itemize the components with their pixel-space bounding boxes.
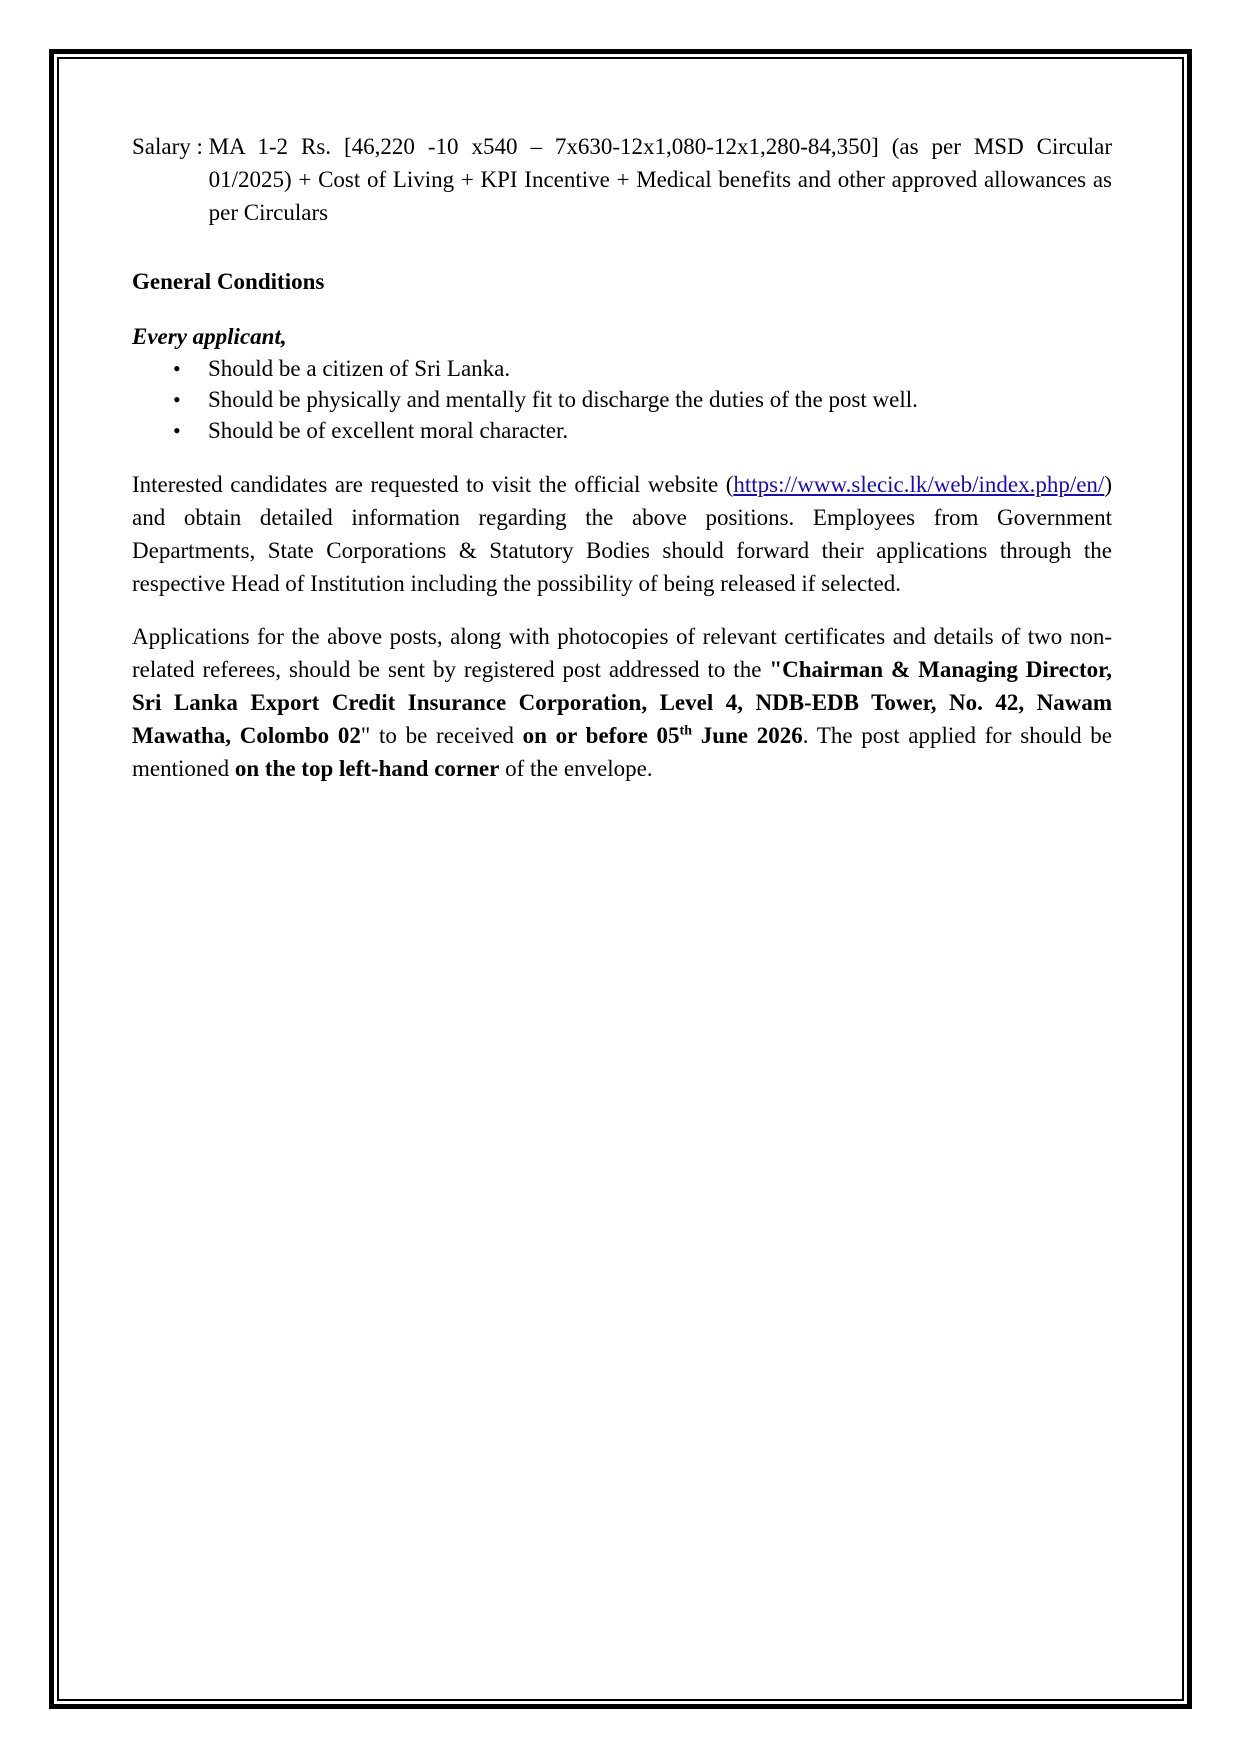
salary-section [132, 130, 1112, 229]
general-conditions-heading: General Conditions [132, 269, 325, 294]
info-paragraph [132, 468, 1112, 600]
application-text-4: of the envelope. [499, 756, 653, 781]
salary-label: Salary : [132, 134, 209, 159]
application-text-1: Applications for the above posts, along with photocopies of relevant certificates and details of two non-related referees, should be sent by registered post addressed to the [132, 624, 1112, 682]
every-applicant-intro: Every applicant, [132, 324, 287, 349]
application-paragraph [132, 620, 1112, 785]
application-text-3: . The post applied for should be mentioned [132, 723, 1113, 781]
document-body [132, 130, 1112, 785]
website-link[interactable]: https://www.slecic.lk/web/index.php/en/ [733, 472, 1105, 497]
list-item: • Should be a citizen of Sri Lanka. [208, 353, 1112, 384]
mailing-address: "Chairman & Managing Director, Sri Lanka Export Credit Insurance Corporation, Level 4, NDB-EDB Tower, No. 42, Nawam Mawatha, Colombo 02 [132, 657, 1112, 748]
list-item: • Should be of excellent moral character. [208, 415, 1112, 446]
envelope-corner-note: on the top left-hand corner [234, 756, 500, 781]
list-item: • Should be physically and mentally fit to discharge the duties of the post well. [208, 384, 1112, 415]
salary-text: MA 1-2 Rs. [46,220 -10 x540 – 7x630-12x1,080-12x1,280-84,350] (as per MSD Circular 01/2025) + Cost of Living + KPI Incentive + Medical benefits and other approved allowances as per Circulars [208, 134, 1112, 225]
deadline [523, 723, 803, 748]
deadline-ordinal: th [679, 723, 692, 739]
deadline-prefix: on or before 05 [522, 723, 680, 748]
info-text-after-link: ) and obtain detailed information regarding the above positions. Employees from Government Departments, State Corporations & Statutory Bodies should forward their applications through the respective Head of Institution including the possibility of being released if selected. [132, 472, 1112, 596]
requirements-list [132, 353, 1112, 446]
deadline-suffix: June 2026 [691, 723, 803, 748]
application-text-2: " to be received [360, 723, 523, 748]
info-text-before-link: Interested candidates are requested to visit the official website ( [132, 472, 734, 497]
